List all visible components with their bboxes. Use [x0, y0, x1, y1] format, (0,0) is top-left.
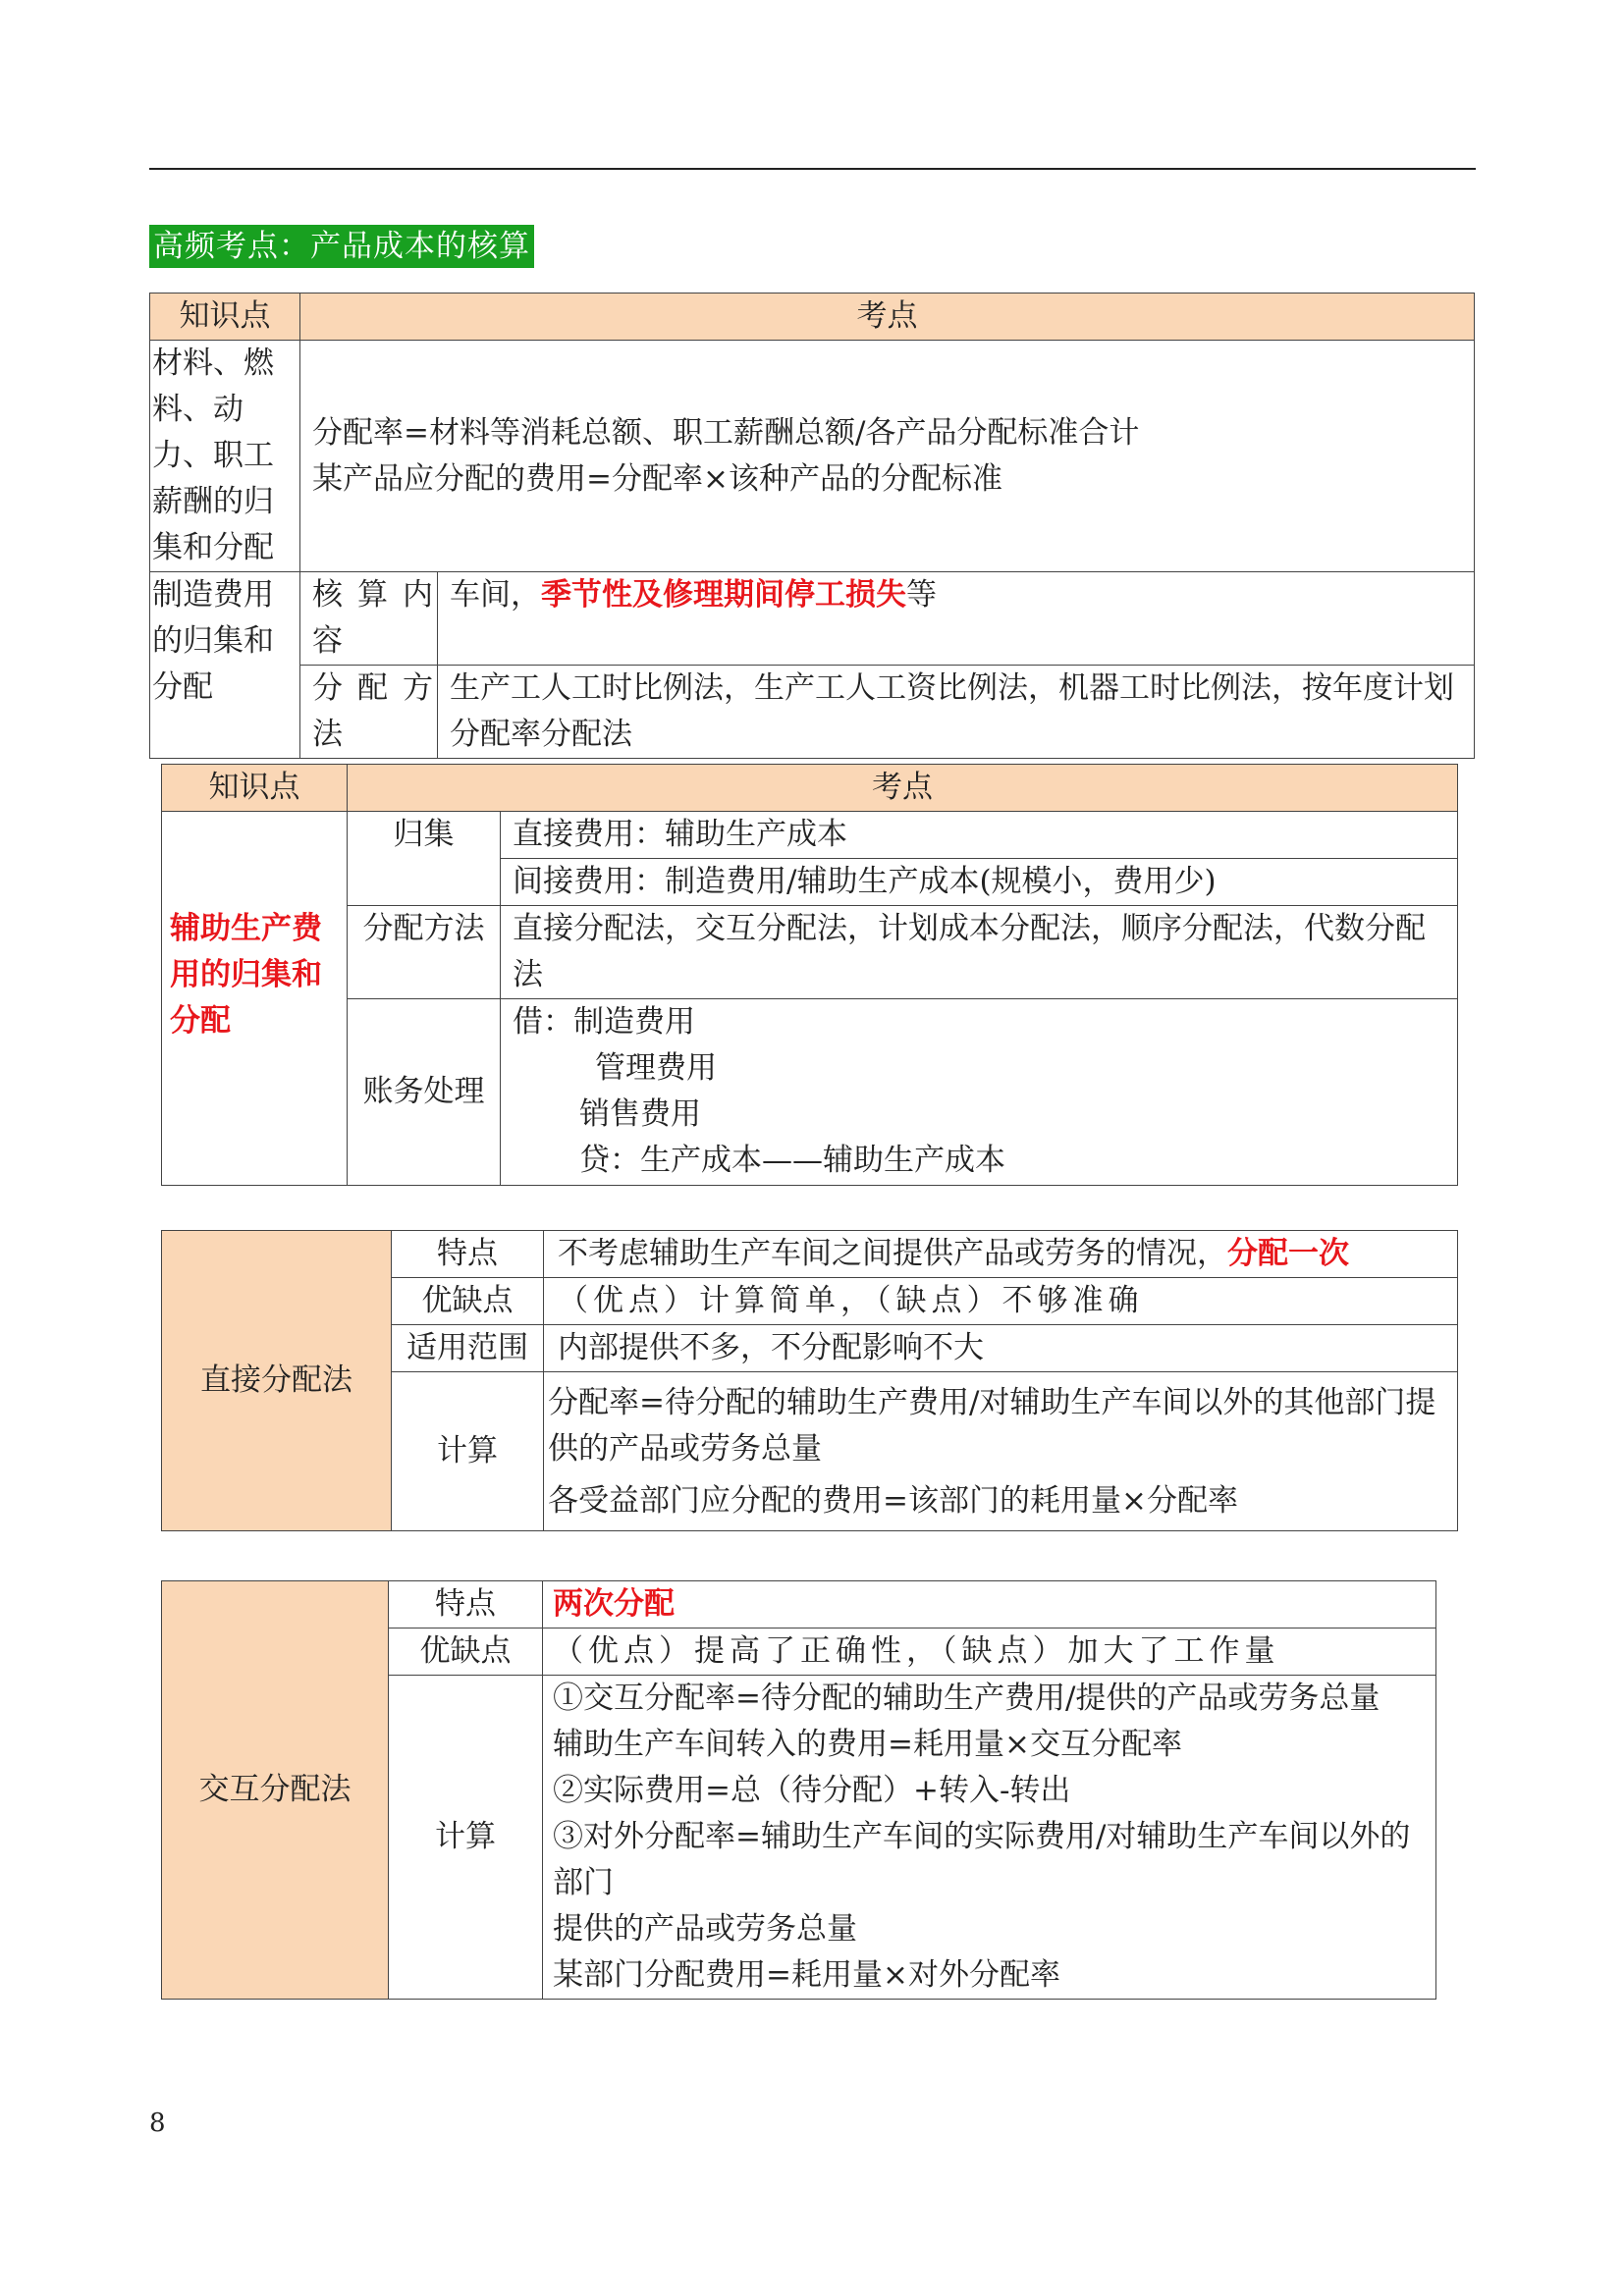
- header-points: 考点: [348, 765, 1458, 812]
- method-title: 交互分配法: [162, 1581, 389, 2000]
- table-reciprocal-allocation: [161, 1580, 1436, 2000]
- sub-label: 核 算 内容: [300, 572, 438, 666]
- table-row: [162, 906, 1458, 999]
- formula-cell: [300, 341, 1475, 572]
- table-header-row: [150, 294, 1475, 341]
- header-rule: [149, 168, 1476, 170]
- content-cell: 直接分配法，交互分配法，计划成本分配法，顺序分配法，代数分配法: [501, 906, 1458, 999]
- formula-line: 某产品应分配的费用=分配率×该种产品的分配标准: [312, 460, 1002, 497]
- formula-line: ②实际费用=总（待分配）+转入-转出: [553, 1773, 1071, 1808]
- topic-cell: 制造费用的归集和分配: [150, 572, 300, 759]
- table-cost-allocation: [149, 293, 1475, 759]
- sub-label: 适用范围: [392, 1325, 544, 1372]
- journal-line: 管理费用: [595, 1050, 717, 1086]
- table-row: [162, 1581, 1436, 1629]
- header-topic: 知识点: [150, 294, 300, 341]
- highlight-text: 季节性及修理期间停工损失: [541, 577, 906, 613]
- highlight-text: 分配一次: [1227, 1236, 1349, 1271]
- sub-label: 归集: [348, 812, 501, 906]
- sub-label: 账务处理: [348, 999, 501, 1186]
- table-direct-allocation: [161, 1230, 1458, 1531]
- content-cell: （优点）计算简单，（缺点）不够准确: [544, 1278, 1458, 1325]
- content-cell: 直接费用：辅助生产成本: [501, 812, 1458, 859]
- topic-cell: 辅助生产费用的归集和分配: [162, 812, 348, 1186]
- table-auxiliary-production: [161, 764, 1458, 1186]
- content-cell: [544, 1231, 1458, 1278]
- sub-label: 优缺点: [392, 1278, 544, 1325]
- table-row: [150, 666, 1475, 759]
- content-cell: [438, 572, 1475, 666]
- sub-label: 计算: [389, 1676, 543, 2000]
- table-row: [150, 572, 1475, 666]
- header-points: 考点: [300, 294, 1475, 341]
- method-title: 直接分配法: [162, 1231, 392, 1531]
- formula-line: ③对外分配率=辅助生产车间的实际费用/对辅助生产车间以外的部门: [553, 1819, 1411, 1900]
- table-row: [162, 1231, 1458, 1278]
- journal-line: 销售费用: [579, 1096, 701, 1132]
- journal-line: 借：制造费用: [513, 1004, 695, 1040]
- formula-line: 分配率=材料等消耗总额、职工薪酬总额/各产品分配标准合计: [312, 414, 1140, 451]
- formula-line: 各受益部门应分配的费用=该部门的耗用量×分配率: [548, 1483, 1238, 1519]
- content-cell: 内部提供不多，不分配影响不大: [544, 1325, 1458, 1372]
- formula-line: ①交互分配率=待分配的辅助生产费用/提供的产品或劳务总量: [553, 1681, 1380, 1716]
- topic-cell: 材料、燃料、动力、职工薪酬的归集和分配: [150, 341, 300, 572]
- sub-label: 优缺点: [389, 1629, 543, 1676]
- content-text: 不考虑辅助生产车间之间提供产品或劳务的情况，: [558, 1236, 1227, 1271]
- table-row: [150, 341, 1475, 572]
- sub-label: 分 配 方法: [300, 666, 438, 759]
- journal-line: 贷：生产成本——辅助生产成本: [579, 1143, 1005, 1178]
- content-cell: 间接费用：制造费用/辅助生产成本(规模小，费用少): [501, 859, 1458, 906]
- content-cell: （优点）提高了正确性，（缺点）加大了工作量: [543, 1629, 1436, 1676]
- table-row: [162, 999, 1458, 1186]
- formula-line: 某部门分配费用=耗用量×对外分配率: [553, 1957, 1060, 1993]
- content-text: 车间，: [450, 577, 541, 613]
- content-text: 等: [906, 577, 937, 613]
- sub-label: 分配方法: [348, 906, 501, 999]
- formula-line: 提供的产品或劳务总量: [553, 1911, 857, 1947]
- header-topic: 知识点: [162, 765, 348, 812]
- content-cell: 生产工人工时比例法，生产工人工资比例法，机器工时比例法，按年度计划分配率分配法: [438, 666, 1475, 759]
- sub-label: 计算: [392, 1372, 544, 1531]
- journal-entry: [501, 999, 1458, 1186]
- table-row: [162, 812, 1458, 859]
- section-heading: 高频考点：产品成本的核算: [149, 225, 534, 268]
- sub-label: 特点: [389, 1581, 543, 1629]
- table-header-row: [162, 765, 1458, 812]
- formula-line: 辅助生产车间转入的费用=耗用量×交互分配率: [553, 1727, 1182, 1762]
- sub-label: 特点: [392, 1231, 544, 1278]
- content-cell: [544, 1372, 1458, 1531]
- formula-line: 分配率=待分配的辅助生产费用/对辅助生产车间以外的其他部门提供的产品或劳务总量: [548, 1385, 1436, 1467]
- highlight-text: 两次分配: [543, 1581, 1436, 1629]
- page-number: 8: [149, 2109, 166, 2138]
- content-cell: [543, 1676, 1436, 2000]
